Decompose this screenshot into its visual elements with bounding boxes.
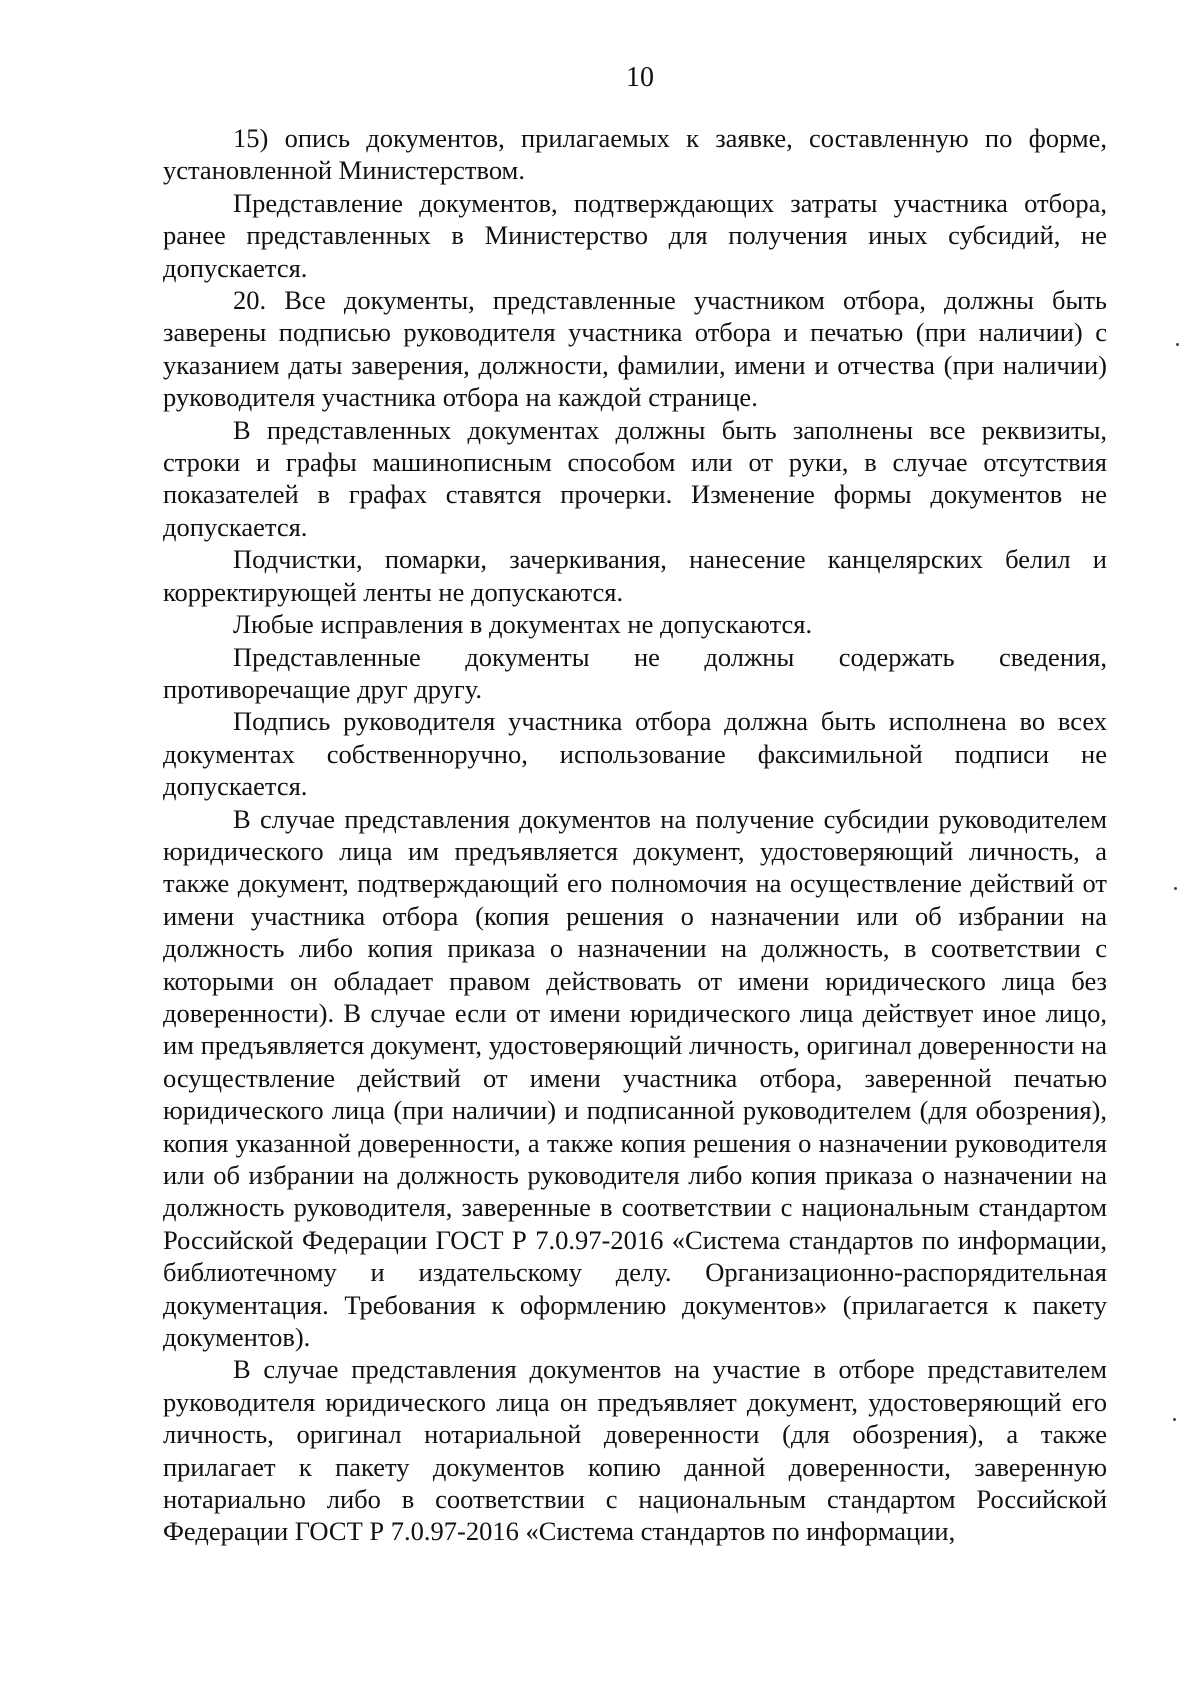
document-body bbox=[163, 122, 1107, 1548]
paragraph-signature: Подпись руководителя участника отбора должна быть исполнена во всех документах собственноручно, использование факсимильной подписи не допускается. bbox=[163, 706, 1107, 802]
paragraph-costs-documents: Представление документов, подтверждающих затраты участника отбора, ранее представленных в Министерство для получения иных субсидий, не допускается. bbox=[163, 187, 1107, 283]
page-number: 10 bbox=[626, 62, 654, 93]
paragraph-no-erasures: Подчистки, помарки, зачеркивания, нанесение канцелярских белил и корректирующей ленты не допускаются. bbox=[163, 544, 1107, 607]
scan-speck bbox=[1173, 1418, 1176, 1421]
scan-speck bbox=[1176, 343, 1179, 346]
paragraph-item-15: 15) опись документов, прилагаемых к заявке, составленную по форме, установленной Министерством. bbox=[163, 123, 1107, 186]
paragraph-20-certification: 20. Все документы, представленные участником отбора, должны быть заверены подписью руководителя участника отбора и печатью (при наличии) с указанием даты заверения, должности, фамилии, имени и отчества (при наличии) руководителя участника отбора на каждой странице. bbox=[163, 285, 1107, 413]
paragraph-no-contradictions: Представленные документы не должны содержать сведения, противоречащие друг другу. bbox=[163, 641, 1107, 704]
paragraph-legal-entity-head: В случае представления документов на получение субсидии руководителем юридического лица им предъявляется документ, удостоверяющий личность, а также документ, подтверждающий его полномочия на осуществление действий от имени участника отбора (копия решения о назначении или об избрании на должность либо копия приказа о назначении на должность, в соответствии с которыми он обладает правом действовать от имени юридического лица без доверенности). В случае если от имени юридического лица действует иное лицо, им предъявляется документ, удостоверяющий личность, оригинал доверенности на осуществление действий от имени участника отбора, заверенной печатью юридического лица (при наличии) и подписанной руководителем (для обозрения), копия указанной доверенности, а также копия решения о назначении руководителя или об избрании на должность руководителя либо копия приказа о назначении на должность руководителя, заверенные в соответствии с национальным стандартом Российской Федерации ГОСТ Р 7.0.97-2016 «Система стандартов по информации, библиотечному и издательскому делу. Организационно-распорядительная документация. Требования к оформлению документов» (прилагается к пакету документов). bbox=[163, 803, 1107, 1353]
paragraph-requisites: В представленных документах должны быть заполнены все реквизиты, строки и графы машинописным способом или от руки, в случае отсутствия показателей в графах ставятся прочерки. Изменение формы документов не допускается. bbox=[163, 414, 1107, 542]
paragraph-no-corrections: Любые исправления в документах не допускаются. bbox=[233, 609, 813, 640]
scan-speck bbox=[1174, 887, 1177, 890]
paragraph-representative: В случае представления документов на участие в отборе представителем руководителя юридического лица он предъявляет документ, удостоверяющий его личность, оригинал нотариальной доверенности (для обозрения), а также прилагает к пакету документов копию данной доверенности, заверенную нотариально либо в соответствии с национальным стандартом Российской Федерации ГОСТ Р 7.0.97-2016 «Система стандартов по информации, bbox=[163, 1354, 1107, 1547]
